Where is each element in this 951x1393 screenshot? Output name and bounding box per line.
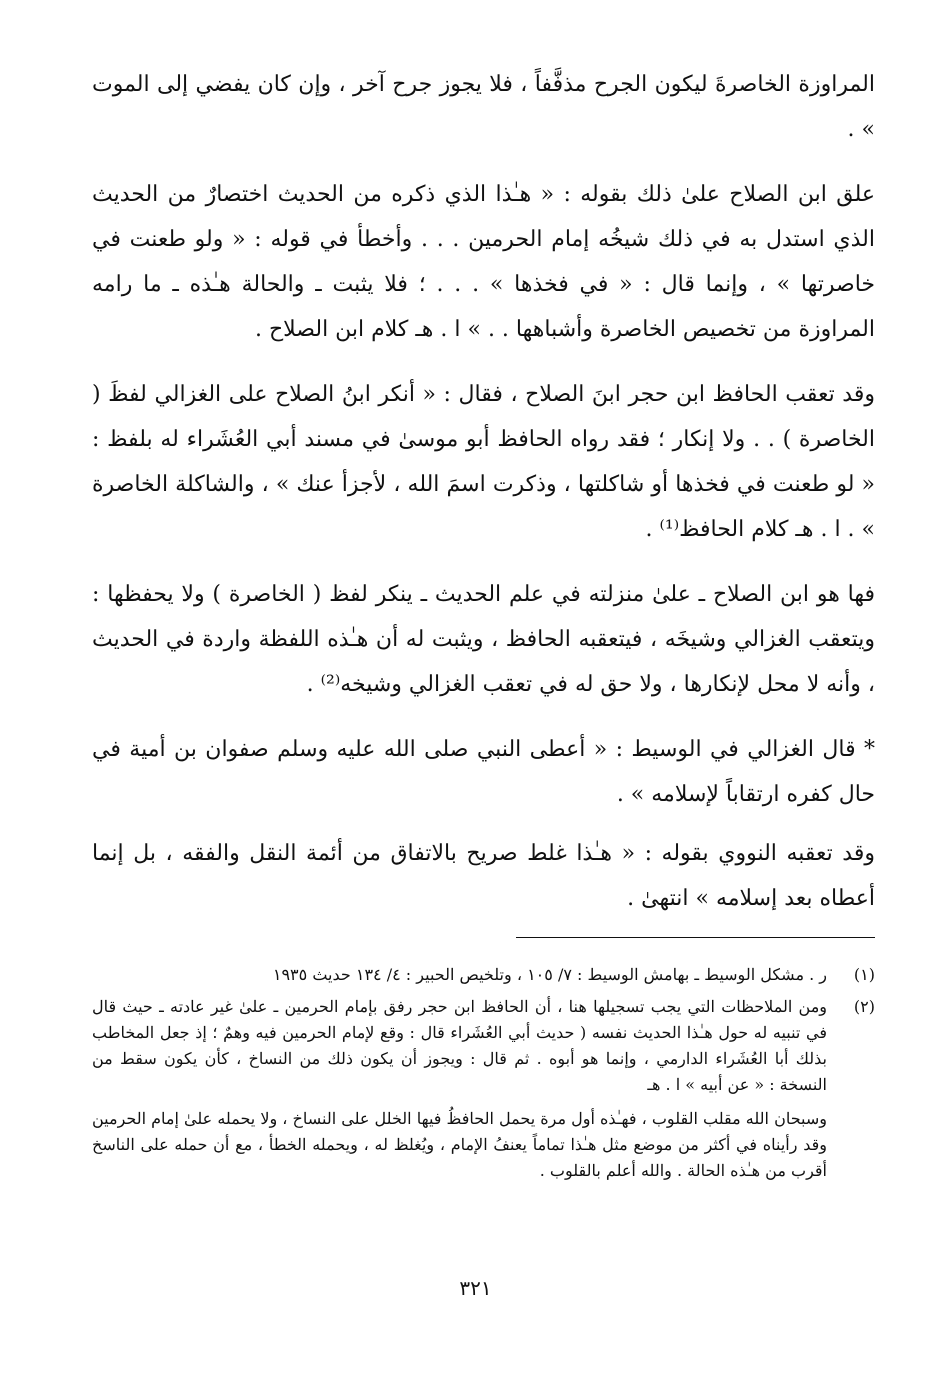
page-number: ٣٢١ [459, 1276, 492, 1300]
main-text [92, 62, 875, 941]
footnote-number: (١) [853, 965, 875, 984]
footnote-divider [516, 937, 875, 938]
paragraph: وقد تعقبه النووي بقوله : « هـٰذا غلط صريح بالاتفاق من أئمة النقل والفقه ، بل إنما أعطاه بعد إسلامه » انتهىٰ . [92, 841, 875, 911]
footnote [92, 962, 875, 988]
footnote-number: (٢) [853, 997, 875, 1016]
footnote-text: ومن الملاحظات التي يجب تسجيلها هنا ، أن الحافظ ابن حجر رفق بإمام الحرمين ـ علىٰ غير عادته ـ حيث قال في تنبيه له حول هـٰذا الحديث نفسه ( حديث أبي العُشَراء قال : وقع لإمام الحرمين فيه وهمٌ ؛ إذ جعل المخاطب بذلك أبا العُشَراء الدارمي ، وإنما هو أبوه . ثم قال : ويجوز أن يكون ذلك من النساخ ، كأن يكون سقط من النسخة : « عن أبيه » ا . هـ [92, 997, 828, 1094]
footnotes [92, 962, 875, 1184]
paragraph: * قال الغزالي في الوسيط : « أعطى النبي صلى الله عليه وسلم صفوان بن أمية في حال كفره ارتقاباً لإسلامه » . [92, 737, 875, 807]
paragraph: المراوزة الخاصرةَ ليكون الجرح مذفَّفاً ، فلا يجوز جرح آخر ، وإن كان يفضي إلى الموت » . [92, 72, 875, 142]
paragraph: علق ابن الصلاح علىٰ ذلك بقوله : « هـٰذا الذي ذكره من الحديث اختصارٌ من الحديث الذي استدل به في ذلك شيخُه إمام الحرمين . . . وأخطأ في قوله : « ولو طعنت في خاصرتها » ، وإنما قال : « في فخذها » . . . ؛ فلا يثبت ـ والحالة هـٰذه ـ ما رامه المراوزة من تخصيص الخاصرة وأشباهها . . » ا . هـ كلام ابن الصلاح . [92, 182, 875, 342]
paragraph: فها هو ابن الصلاح ـ علىٰ منزلته في علم الحديث ـ ينكر لفظ ( الخاصرة ) ولا يحفظها : ويتعقب الغزالي وشيخَه ، فيتعقبه الحافظ ، ويثبت له أن هـٰذه اللفظة واردة في الحديث ، وأنه لا محل لإنكارها ، ولا حق له في تعقب الغزالي وشيخه⁽²⁾ . [92, 582, 875, 697]
footnote [92, 994, 875, 1098]
paragraph: وقد تعقب الحافظ ابن حجر ابنَ الصلاح ، فقال : « أنكر ابنُ الصلاح على الغزالي لفظَ ( الخاصرة ) . . ولا إنكار ؛ فقد رواه الحافظ أبو موسىٰ في مسند أبي العُشَراء له بلفظ : « لو طعنت في فخذها أو شاكلتها ، وذكرت اسمَ الله ، لأجزأ عنك » ، والشاكلة الخاصرة » . ا . هـ كلام الحافظ⁽¹⁾ . [92, 382, 875, 542]
footnote-continuation: وسبحان الله مقلب القلوب ، فهـٰذه أول مرة يحمل الحافظُ فيها الخلل على النساخ ، ولا يحمله علىٰ إمام الحرمين وقد رأيناه في أكثر من موضع مثل هـٰذا تماماً يعنفُ الإمام ، ويُغلظ له ، ويحمله الخطأ ، مع أن حمله على الناسخ أقرب من هـٰذه الحالة . والله أعلم بالقلوب . [92, 1109, 827, 1180]
footnote-text: ر . مشكل الوسيط ـ بهامش الوسيط : ٧/ ١٠٥ ، وتلخيص الحبير : ٤/ ١٣٤ حديث ١٩٣٥ [272, 965, 827, 984]
